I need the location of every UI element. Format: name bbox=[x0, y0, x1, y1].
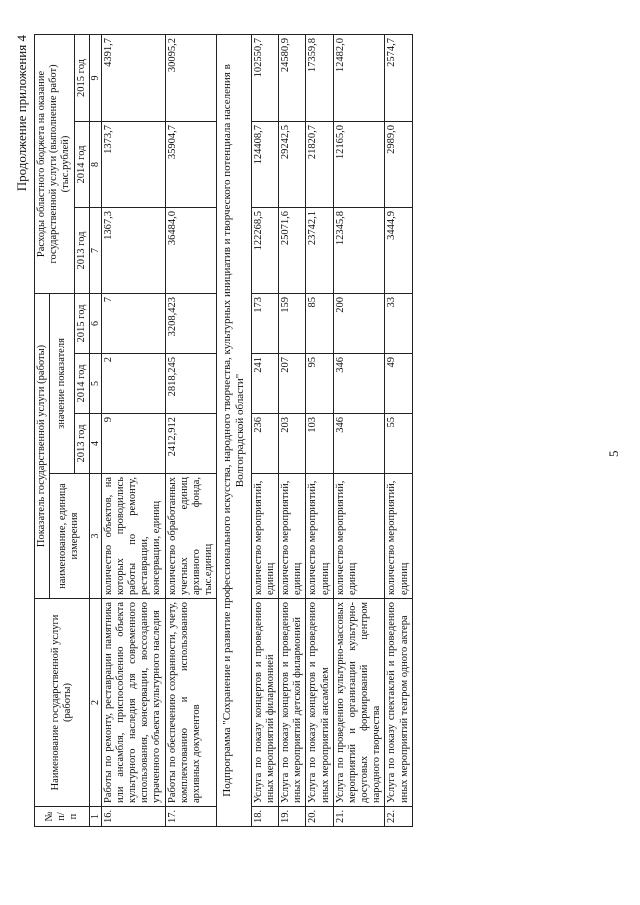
indicator-unit: количество объектов, на которых проводились работы по ремонту, реставрации, консервации, единиц bbox=[101, 474, 165, 599]
value-2013: 103 bbox=[306, 414, 333, 474]
value-2014: 207 bbox=[279, 354, 306, 414]
expense-2015: 102550,7 bbox=[251, 34, 278, 121]
table-row bbox=[385, 34, 412, 826]
header-value-2014: 2014 год bbox=[74, 354, 89, 414]
value-2014: 346 bbox=[333, 354, 385, 414]
expense-2013: 122268,5 bbox=[251, 207, 278, 293]
service-name: Услуга по показу концертов и проведению иных мероприятий филармонией bbox=[251, 599, 278, 807]
expense-2013: 3444,9 bbox=[385, 207, 412, 293]
col-index: 1 bbox=[89, 807, 101, 827]
col-index: 3 bbox=[89, 474, 101, 599]
row-num: 22. bbox=[385, 807, 412, 827]
value-2014: 2818,245 bbox=[165, 354, 217, 414]
row-num: 16. bbox=[101, 807, 165, 827]
table-row bbox=[251, 34, 278, 826]
col-index: 2 bbox=[89, 599, 101, 807]
indicator-unit: количество обработанных учетных единиц архивного фонда, тыс.единиц bbox=[165, 474, 217, 599]
value-2013: 346 bbox=[333, 414, 385, 474]
header-unit: наименование, единица измерения bbox=[50, 474, 90, 599]
services-table bbox=[34, 34, 413, 827]
row-num: 21. bbox=[333, 807, 385, 827]
subprogram-row bbox=[217, 34, 252, 826]
header-num: № п/п bbox=[35, 807, 90, 827]
expense-2013: 12345,8 bbox=[333, 207, 385, 293]
expense-2014: 2989,0 bbox=[385, 121, 412, 207]
service-name: Услуга по показу концертов и проведению иных мероприятий детской филармонией bbox=[279, 599, 306, 807]
continuation-label: Продолжение приложения 4 bbox=[14, 35, 29, 192]
indicator-unit: количество мероприятий, единиц bbox=[306, 474, 333, 599]
col-index: 9 bbox=[89, 34, 101, 121]
expense-2015: 17359,8 bbox=[306, 34, 333, 121]
expense-2014: 12165,0 bbox=[333, 121, 385, 207]
expense-2015: 4391,7 bbox=[101, 34, 165, 121]
header-exp-2015: 2015 год bbox=[74, 34, 89, 121]
expense-2015: 30095,2 bbox=[165, 34, 217, 121]
table-row bbox=[333, 34, 385, 826]
row-num: 17. bbox=[165, 807, 217, 827]
value-2015: 33 bbox=[385, 293, 412, 353]
expense-2015: 24580,9 bbox=[279, 34, 306, 121]
value-2014: 2 bbox=[101, 354, 165, 414]
expense-2015: 2574,7 bbox=[385, 34, 412, 121]
service-name: Работы по ремонту, реставрации памятника или ансамбля, приспособлению объекта культурного наследия для современного использования, консервации, воссозданию утраченного объекта культурного наследия bbox=[101, 599, 165, 807]
service-name: Работы по обеспечению сохранности, учету, комплектованию и использованию архивных документов bbox=[165, 599, 217, 807]
row-num: 18. bbox=[251, 807, 278, 827]
expense-2014: 29242,5 bbox=[279, 121, 306, 207]
value-2015: 173 bbox=[251, 293, 278, 353]
expense-2015: 12482,0 bbox=[333, 34, 385, 121]
header-expenses: Расходы областного бюджета на оказание государственной услуги (выполнение работ) (тыс.рублей) bbox=[35, 34, 75, 293]
header-exp-2014: 2014 год bbox=[74, 121, 89, 207]
header-value-2015: 2015 год bbox=[74, 293, 89, 353]
expense-2014: 124408,7 bbox=[251, 121, 278, 207]
indicator-unit: количество мероприятий, единиц bbox=[385, 474, 412, 599]
indicator-unit: количество мероприятий, единиц bbox=[279, 474, 306, 599]
value-2014: 95 bbox=[306, 354, 333, 414]
value-2014: 49 bbox=[385, 354, 412, 414]
service-name: Услуга по показу концертов и проведению иных мероприятий ансамблем bbox=[306, 599, 333, 807]
indicator-unit: количество мероприятий, единиц bbox=[251, 474, 278, 599]
value-2015: 85 bbox=[306, 293, 333, 353]
col-index: 8 bbox=[89, 121, 101, 207]
value-2015: 7 bbox=[101, 293, 165, 353]
service-name: Услуга по показу спектаклей и проведению иных мероприятий театром одного актера bbox=[385, 599, 412, 807]
value-2014: 241 bbox=[251, 354, 278, 414]
header-exp-2013: 2013 год bbox=[74, 207, 89, 293]
col-index: 4 bbox=[89, 414, 101, 474]
header-value: значение показателя bbox=[50, 293, 74, 473]
table-row bbox=[101, 34, 165, 826]
value-2015: 3208,423 bbox=[165, 293, 217, 353]
expense-2013: 23742,1 bbox=[306, 207, 333, 293]
col-index: 6 bbox=[89, 293, 101, 353]
expense-2014: 35904,7 bbox=[165, 121, 217, 207]
header-value-2013: 2013 год bbox=[74, 414, 89, 474]
expense-2014: 21820,7 bbox=[306, 121, 333, 207]
value-2013: 2412,912 bbox=[165, 414, 217, 474]
value-2013: 9 bbox=[101, 414, 165, 474]
row-num: 19. bbox=[279, 807, 306, 827]
column-index-row bbox=[89, 34, 101, 826]
value-2013: 55 bbox=[385, 414, 412, 474]
subprogram-title: Подпрограмма "Сохранение и развитие профессионального искусства, народного творчества, культурных инициатив и творческого потенциала населения в Волгоградской области" bbox=[217, 34, 252, 826]
value-2013: 236 bbox=[251, 414, 278, 474]
indicator-unit: количество мероприятий, единиц bbox=[333, 474, 385, 599]
value-2013: 203 bbox=[279, 414, 306, 474]
table-row bbox=[279, 34, 306, 826]
table-row bbox=[306, 34, 333, 826]
table-header bbox=[35, 34, 102, 826]
value-2015: 200 bbox=[333, 293, 385, 353]
expense-2013: 25071,6 bbox=[279, 207, 306, 293]
page-number: 5 bbox=[606, 450, 621, 457]
header-service-name: Наименование государственной услуги (работы) bbox=[35, 599, 90, 807]
row-num: 20. bbox=[306, 807, 333, 827]
service-name: Услуга по проведению культурно-массовых мероприятий и организации культурно-досуговых формирований центром народного творчества bbox=[333, 599, 385, 807]
value-2015: 159 bbox=[279, 293, 306, 353]
col-index: 7 bbox=[89, 207, 101, 293]
table-row bbox=[165, 34, 217, 826]
expense-2014: 1373,7 bbox=[101, 121, 165, 207]
expense-2013: 36484,0 bbox=[165, 207, 217, 293]
expense-2013: 1367,3 bbox=[101, 207, 165, 293]
col-index: 5 bbox=[89, 354, 101, 414]
header-indicator: Показатель государственной услуги (работы) bbox=[35, 293, 50, 598]
